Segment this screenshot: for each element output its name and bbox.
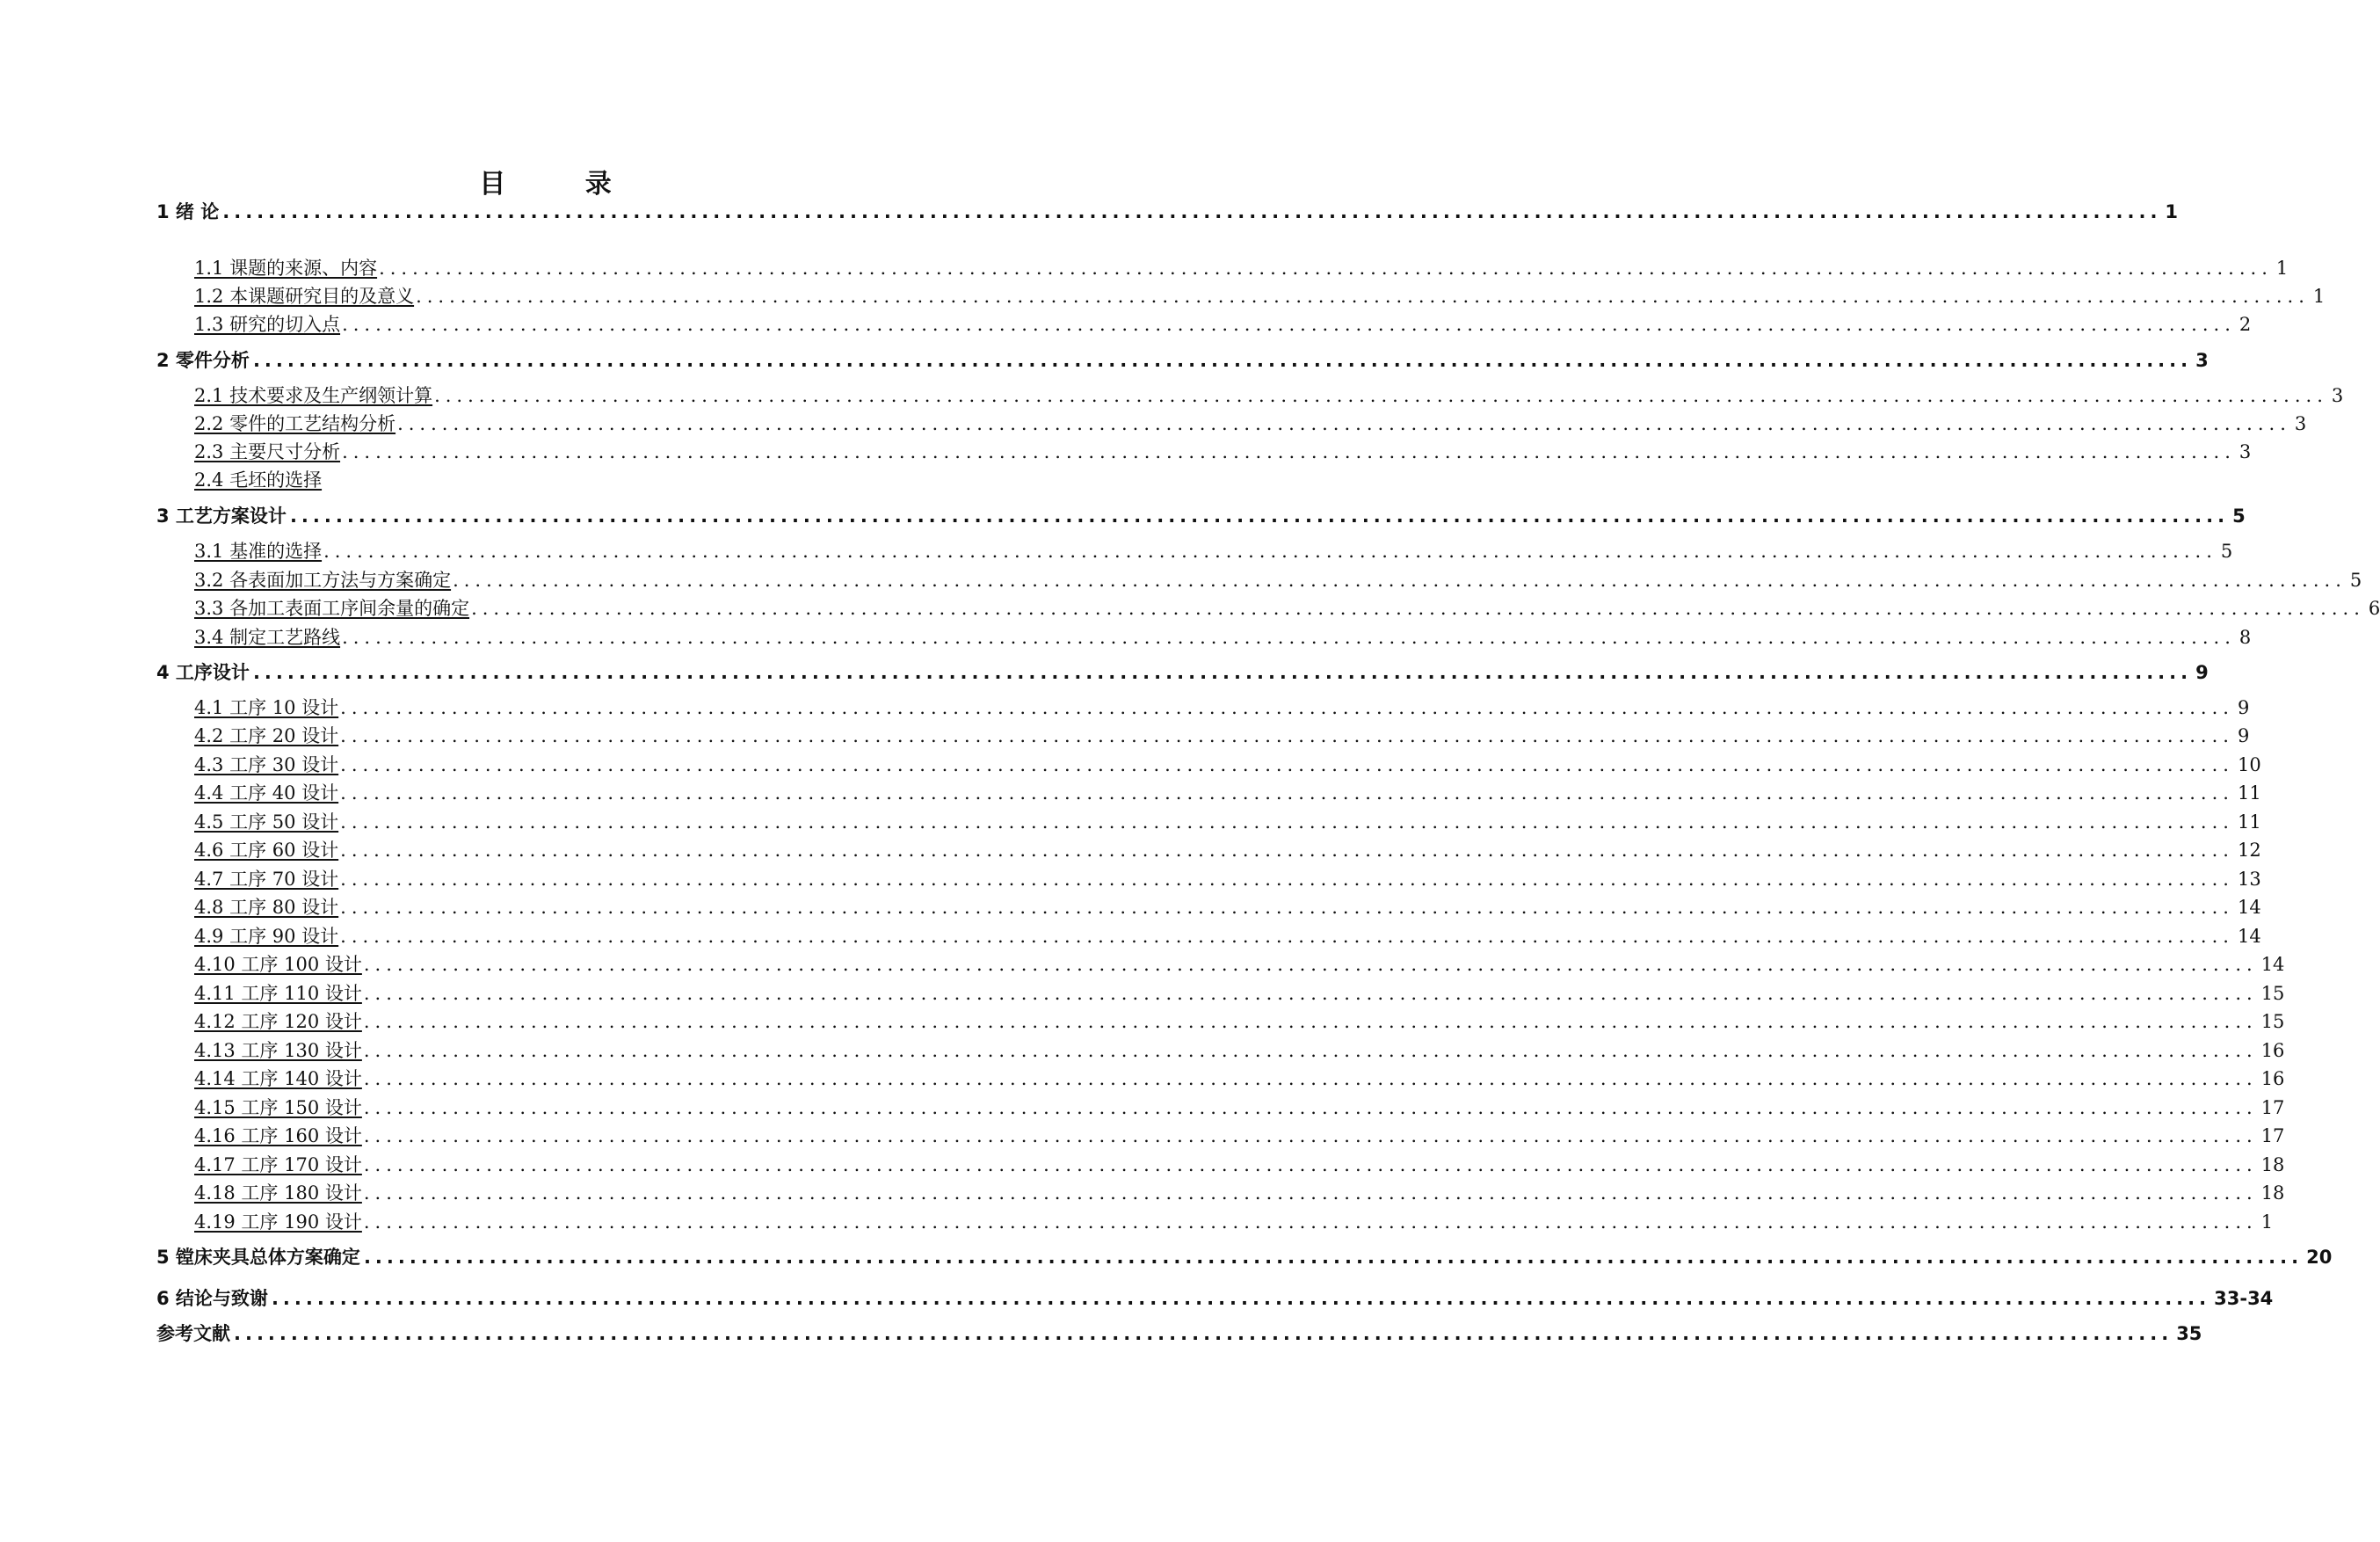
toc-entry-label: 4.11 工序 110 设计 — [194, 983, 362, 1004]
toc-entry-label: 1.2 本课题研究目的及意义 — [194, 286, 415, 307]
toc-entry-label: 4.19 工序 190 设计 — [194, 1211, 362, 1233]
dot-leader: .......................................................................................................................................................................... — [340, 897, 2234, 918]
toc-page-number: 35 — [2176, 1323, 2202, 1344]
toc-page-number: 17 — [2260, 1097, 2285, 1118]
dot-leader: .......................................................................................................................................................................... — [363, 1068, 2258, 1089]
toc-section-3-2[interactable] — [194, 565, 2362, 592]
toc-page-number: 9 — [2237, 725, 2250, 746]
toc-entry-label: 4.7 工序 70 设计 — [194, 869, 339, 890]
toc-entry-label: 4.14 工序 140 设计 — [194, 1068, 362, 1089]
toc-section-4-10[interactable] — [194, 949, 2285, 976]
toc-page-number: 6 — [2368, 598, 2380, 619]
toc-section-4-12[interactable] — [194, 1007, 2285, 1033]
toc-page-number: 5 — [2349, 570, 2362, 591]
toc-entry-label: 4.2 工序 20 设计 — [194, 725, 339, 746]
dot-leader: .......................................................................................................................................................................... — [289, 506, 2230, 527]
toc-chapter-1[interactable] — [156, 197, 2179, 223]
toc-section-4-6[interactable] — [194, 835, 2261, 862]
toc-entry-label: 1 绪 论 — [156, 201, 220, 222]
toc-section-1-1[interactable] — [194, 253, 2289, 280]
toc-entry-label: 3.2 各表面加工方法与方案确定 — [194, 570, 452, 591]
toc-entry-label: 1.1 课题的来源、内容 — [194, 258, 378, 279]
toc-page-number: 3 — [2239, 441, 2252, 462]
toc-entry-label: 3.1 基准的选择 — [194, 541, 323, 562]
toc-chapter-3[interactable] — [156, 501, 2246, 527]
toc-chapter-6[interactable] — [156, 1284, 2274, 1310]
toc-section-4-11[interactable] — [194, 978, 2285, 1005]
toc-chapter-2[interactable] — [156, 345, 2209, 372]
toc-page-number: 16 — [2260, 1040, 2285, 1061]
dot-leader: .......................................................................................................................................................................... — [363, 1097, 2258, 1118]
toc-entry-label: 4.8 工序 80 设计 — [194, 897, 339, 918]
toc-page-number: 9 — [2195, 662, 2209, 683]
toc-entry-label: 2.3 主要尺寸分析 — [194, 441, 341, 462]
toc-page-number: 10 — [2237, 754, 2261, 775]
toc-entry-label: 3.4 制定工艺路线 — [194, 627, 341, 648]
toc-entry-label: 3.3 各加工表面工序间余量的确定 — [194, 598, 470, 619]
toc-page-number: 14 — [2260, 954, 2285, 975]
dot-leader: .......................................................................................................................................................................... — [340, 869, 2234, 890]
toc-section-4-9[interactable] — [194, 921, 2261, 948]
toc-section-4-17[interactable] — [194, 1150, 2285, 1176]
dot-leader: .......................................................................................................................................................................... — [416, 286, 2310, 307]
toc-page-number: 5 — [2232, 506, 2246, 527]
toc-section-2-1[interactable] — [194, 381, 2344, 407]
toc-page-number: 33-34 — [2214, 1288, 2274, 1309]
toc-section-1-3[interactable] — [194, 309, 2252, 336]
toc-section-1-2[interactable] — [194, 281, 2326, 308]
toc-page-number: 11 — [2237, 811, 2261, 833]
toc-page-number: 13 — [2237, 869, 2261, 890]
dot-leader: .......................................................................................................................................................................... — [453, 570, 2347, 591]
dot-leader: .......................................................................................................................................................................... — [340, 754, 2234, 775]
dot-leader: .......................................................................................................................................................................... — [340, 811, 2234, 833]
toc-entry-label: 4.16 工序 160 设计 — [194, 1125, 362, 1146]
toc-section-4-1[interactable] — [194, 693, 2250, 719]
dot-leader: .......................................................................................................................................................................... — [342, 627, 2236, 648]
toc-section-4-16[interactable] — [194, 1121, 2285, 1147]
toc-entry-label: 4.9 工序 90 设计 — [194, 926, 339, 947]
dot-leader: .......................................................................................................................................................................... — [252, 662, 2193, 683]
dot-leader: .......................................................................................................................................................................... — [340, 725, 2234, 746]
toc-entry-label: 2.2 零件的工艺结构分析 — [194, 413, 396, 434]
toc-references[interactable] — [156, 1319, 2202, 1345]
toc-entry-label: 5 镗床夹具总体方案确定 — [156, 1247, 360, 1268]
toc-entry-label: 4.1 工序 10 设计 — [194, 697, 339, 718]
toc-page-number: 20 — [2306, 1247, 2333, 1268]
dot-leader: .......................................................................................................................................................................... — [379, 258, 2273, 279]
dot-leader: .......................................................................................................................................................................... — [363, 1040, 2258, 1061]
dot-leader: .......................................................................................................................................................................... — [340, 697, 2234, 718]
toc-page-number: 14 — [2237, 897, 2261, 918]
toc-page-number: 18 — [2260, 1182, 2285, 1204]
toc-entry-label: 1.3 研究的切入点 — [194, 314, 341, 335]
toc-entry-label: 2.1 技术要求及生产纲领计算 — [194, 385, 433, 406]
dot-leader: .......................................................................................................................................................................... — [342, 314, 2236, 335]
toc-section-4-4[interactable] — [194, 778, 2261, 804]
dot-leader: .......................................................................................................................................................................... — [363, 1182, 2258, 1204]
dot-leader: .......................................................................................................................................................................... — [340, 840, 2234, 861]
toc-entry-label: 4.10 工序 100 设计 — [194, 954, 362, 975]
dot-leader: .......................................................................................................................................................................... — [363, 1011, 2258, 1032]
toc-entry-label: 4.6 工序 60 设计 — [194, 840, 339, 861]
toc-page-number: 3 — [2195, 350, 2209, 371]
toc-section-4-2[interactable] — [194, 721, 2250, 747]
toc-section-3-3[interactable] — [194, 593, 2380, 620]
toc-entry-label: 4.18 工序 180 设计 — [194, 1182, 362, 1204]
toc-entry-label: 3 工艺方案设计 — [156, 506, 287, 527]
toc-page-number: 3 — [2331, 385, 2344, 406]
toc-page-number: 16 — [2260, 1068, 2285, 1089]
toc-chapter-4[interactable] — [156, 658, 2209, 684]
toc-page-number: 12 — [2237, 840, 2261, 861]
toc-page-number: 8 — [2239, 627, 2252, 648]
dot-leader: .......................................................................................................................................................................... — [342, 441, 2236, 462]
toc-entry-label: 4.4 工序 40 设计 — [194, 782, 339, 804]
toc-entry-label: 4.5 工序 50 设计 — [194, 811, 339, 833]
dot-leader: .......................................................................................................................................................................... — [271, 1288, 2211, 1309]
dot-leader: .......................................................................................................................................................................... — [471, 598, 2365, 619]
toc-section-4-18[interactable] — [194, 1178, 2285, 1204]
toc-section-2-2[interactable] — [194, 409, 2307, 435]
toc-entry-label: 4.3 工序 30 设计 — [194, 754, 339, 775]
toc-section-4-19[interactable] — [194, 1207, 2274, 1233]
dot-leader: .......................................................................................................................................................................... — [397, 413, 2291, 434]
dot-leader: .......................................................................................................................................................................... — [340, 926, 2234, 947]
toc-page-number: 1 — [2165, 201, 2179, 222]
toc-entry-label: 4.12 工序 120 设计 — [194, 1011, 362, 1032]
toc-page-number: 1 — [2260, 1211, 2274, 1233]
dot-leader: .......................................................................................................................................................................... — [234, 1323, 2173, 1344]
toc-chapter-5[interactable] — [156, 1242, 2333, 1269]
toc-section-4-8[interactable] — [194, 892, 2261, 919]
toc-section-4-13[interactable] — [194, 1036, 2285, 1062]
dot-leader: .......................................................................................................................................................................... — [340, 782, 2234, 804]
toc-section-3-4[interactable] — [194, 622, 2252, 649]
toc-page-number: 9 — [2237, 697, 2250, 718]
dot-leader: .......................................................................................................................................................................... — [363, 983, 2258, 1004]
toc-entry-label: 2 零件分析 — [156, 350, 250, 371]
toc-section-4-7[interactable] — [194, 864, 2261, 891]
toc-section-4-14[interactable] — [194, 1064, 2285, 1090]
dot-leader: .......................................................................................................................................................................... — [363, 1154, 2258, 1175]
dot-leader: .......................................................................................................................................................................... — [363, 1125, 2258, 1146]
toc-entry-label: 4.15 工序 150 设计 — [194, 1097, 362, 1118]
dot-leader: .......................................................................................................................................................................... — [363, 1247, 2304, 1268]
toc-page-number: 17 — [2260, 1125, 2285, 1146]
dot-leader: .......................................................................................................................................................................... — [434, 385, 2328, 406]
toc-page-number: 3 — [2294, 413, 2307, 434]
toc-entry-label: 6 结论与致谢 — [156, 1288, 268, 1309]
toc-section-4-5[interactable] — [194, 807, 2261, 833]
dot-leader: .......................................................................................................................................................................... — [363, 1211, 2258, 1233]
toc-section-3-1[interactable] — [194, 536, 2233, 563]
toc-page-number: 1 — [2275, 258, 2289, 279]
toc-section-2-3[interactable] — [194, 437, 2252, 463]
toc-section-4-15[interactable] — [194, 1093, 2285, 1119]
toc-page-number: 18 — [2260, 1154, 2285, 1175]
dot-leader: .......................................................................................................................................................................... — [252, 350, 2193, 371]
page-title: 目 录 — [479, 169, 647, 200]
dot-leader: .......................................................................................................................................................................... — [222, 201, 2162, 222]
toc-entry-label: 4.13 工序 130 设计 — [194, 1040, 362, 1061]
toc-section-4-3[interactable] — [194, 750, 2261, 776]
toc-entry-label: 4 工序设计 — [156, 662, 250, 683]
dot-leader: .......................................................................................................................................................................... — [363, 954, 2258, 975]
toc-entry-label: 参考文献 — [156, 1323, 230, 1344]
toc-entry-label: 4.17 工序 170 设计 — [194, 1154, 362, 1175]
toc-entry-label: 2.4 毛坯的选择 — [194, 469, 323, 491]
toc-page-number: 5 — [2220, 541, 2233, 562]
toc-page-number: 15 — [2260, 1011, 2285, 1032]
toc-page-number: 15 — [2260, 983, 2285, 1004]
toc-page-number: 2 — [2239, 314, 2252, 335]
toc-page-number: 11 — [2237, 782, 2261, 804]
toc-page-number: 1 — [2312, 286, 2326, 307]
toc-section-2-4[interactable] — [194, 465, 981, 491]
toc-page-number: 14 — [2237, 926, 2261, 947]
dot-leader: .......................................................................................................................................................................... — [323, 541, 2217, 562]
